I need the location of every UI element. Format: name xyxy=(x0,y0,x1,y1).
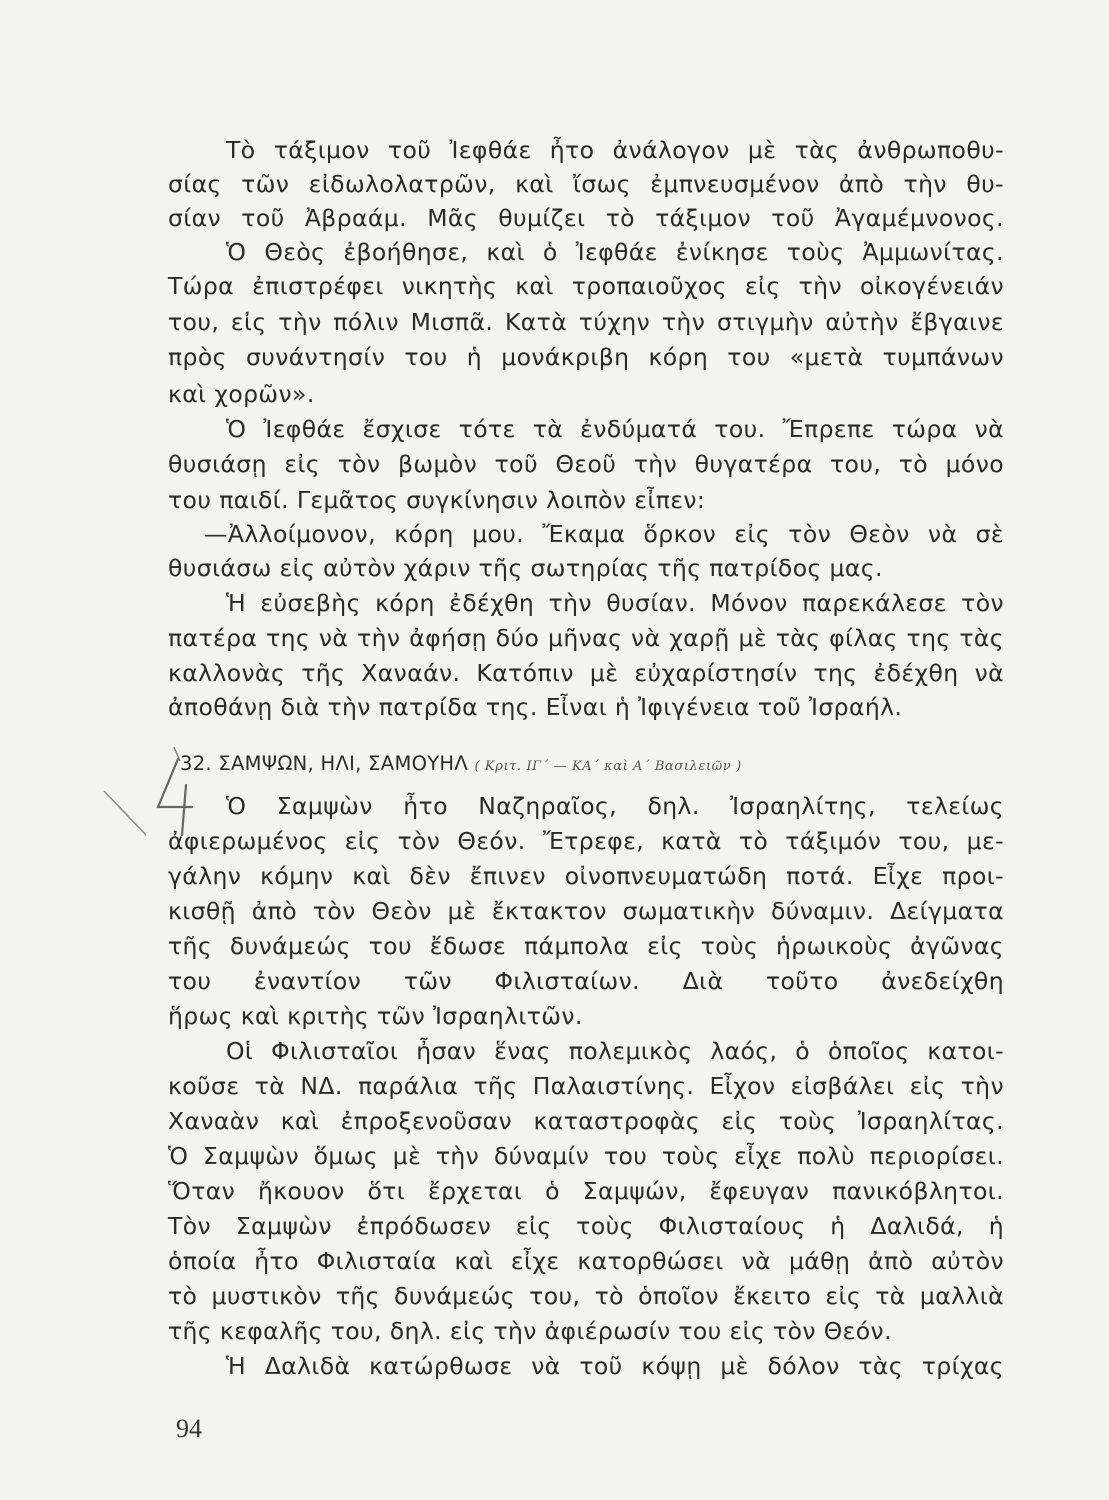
text-line: Ὁ Ἰεφθάε ἔσχισε τότε τὰ ἐνδύματά του. Ἔπρεπε τώρα νὰ xyxy=(226,415,1004,443)
text-line: —Ἀλλοίμονον, κόρη μου. Ἔκαμα ὅρκον εἰς τὸν Θεὸν νὰ σὲ xyxy=(204,520,1004,548)
text-line: θυσιάσῃ εἰς τὸν βωμὸν τοῦ Θεοῦ τὴν θυγατέρα του, τὸ μόνο xyxy=(168,450,1004,478)
text-line: τὸ μυστικὸν τῆς δυνάμεώς του, τὸ ὁποῖον ἔκειτο εἰς τὰ μαλλιὰ xyxy=(168,1282,1004,1310)
section-heading xyxy=(180,752,742,775)
text-line: καλλονὰς τῆς Χαναάν. Κατόπιν μὲ εὐχαρίστησίν της ἐδέχθη νὰ xyxy=(168,659,1004,687)
text-line: του ἐναντίον τῶν Φιλισταίων. Διὰ τοῦτο ἀνεδείχθη xyxy=(168,967,1004,995)
text-line: ὁποία ἦτο Φιλισταία καὶ εἶχε κατορθώσει νὰ μάθῃ ἀπὸ αὐτὸν xyxy=(168,1247,1004,1275)
text-line: του παιδί. Γεμᾶτος συγκίνησιν λοιπὸν εἶπεν: xyxy=(168,486,706,514)
text-line: καὶ χορῶν». xyxy=(168,380,315,408)
text-line: Ὁ Σαμψὼν ἦτο Ναζηραῖος, δηλ. Ἰσραηλίτης, τελείως xyxy=(226,792,1004,820)
page-number: 94 xyxy=(176,1414,202,1443)
text-line: τῆς δυνάμεώς του ἔδωσε πάμπολα εἰς τοὺς ἡρωικοὺς ἀγῶνας xyxy=(168,932,1004,960)
text-line: Τώρα ἐπιστρέφει νικητὴς καὶ τροπαιοῦχος εἰς τὴν οἰκογένειάν xyxy=(168,272,1004,300)
text-line: θυσιάσω εἰς αὐτὸν χάριν τῆς σωτηρίας τῆς πατρίδος μας. xyxy=(168,554,883,582)
text-line: τῆς κεφαλῆς του, δηλ. εἰς τὴν ἀφιέρωσίν του εἰς τὸν Θεόν. xyxy=(168,1317,892,1345)
text-line: σίας τῶν εἰδωλολατρῶν, καὶ ἴσως ἐμπνευσμένον ἀπὸ τὴν θυ- xyxy=(168,170,1004,198)
text-line: πατέρα της νὰ τὴν ἀφήσῃ δύο μῆνας νὰ χαρῇ μὲ τὰς φίλας της τὰς xyxy=(168,624,1004,652)
text-line: κοῦσε τὰ ΝΔ. παράλια τῆς Παλαιστίνης. Εἶχον εἰσβάλει εἰς τὴν xyxy=(168,1072,1004,1100)
text-line: Ἡ εὐσεβὴς κόρη ἐδέχθη τὴν θυσίαν. Μόνον παρεκάλεσε τὸν xyxy=(226,589,1004,617)
text-line: σίαν τοῦ Ἀβραάμ. Μᾶς θυμίζει τὸ τάξιμον τοῦ Ἀγαμέμνονος. xyxy=(168,204,1004,232)
text-line: ἥρως καὶ κριτὴς τῶν Ἰσραηλιτῶν. xyxy=(168,1002,583,1030)
text-line: ἀποθάνῃ διὰ τὴν πατρίδα της. Εἶναι ἡ Ἰφιγένεια τοῦ Ἰσραήλ. xyxy=(168,693,903,721)
text-line: Οἱ Φιλισταῖοι ἦσαν ἕνας πολεμικὸς λαός, ὁ ὁποῖος κατοι- xyxy=(226,1037,1004,1065)
text-line: Ὁ Σαμψὼν ὅμως μὲ τὴν δύναμίν του τοὺς εἶχε πολὺ περιορίσει. xyxy=(168,1142,1004,1170)
text-line: Ἡ Δαλιδὰ κατώρθωσε νὰ τοῦ κόψῃ μὲ δόλον τὰς τρίχας xyxy=(226,1352,1004,1380)
text-line: γάλην κόμην καὶ δὲν ἔπινεν οἰνοπνευματώδη ποτά. Εἶχε προι- xyxy=(168,862,1004,890)
text-line: κισθῇ ἀπὸ τὸν Θεὸν μὲ ἔκτακτον σωματικὴν δύναμιν. Δείγματα xyxy=(168,897,1004,925)
text-line: ἀφιερωμένος εἰς τὸν Θεόν. Ἔτρεφε, κατὰ τὸ τάξιμόν του, με- xyxy=(168,827,1004,855)
text-line: του, εἰς τὴν πόλιν Μισπᾶ. Κατὰ τύχην τὴν στιγμὴν αὐτὴν ἔβγαινε xyxy=(168,308,1004,336)
text-line: Τὸν Σαμψὼν ἐπρόδωσεν εἰς τοὺς Φιλισταίους ἡ Δαλιδά, ἡ xyxy=(168,1212,1004,1240)
text-line: Ὁ Θεὸς ἐβοήθησε, καὶ ὁ Ἰεφθάε ἐνίκησε τοὺς Ἀμμωνίτας. xyxy=(226,238,1004,266)
text-line: Τὸ τάξιμον τοῦ Ἰεφθάε ἦτο ἀνάλογον μὲ τὰς ἀνθρωποθυ- xyxy=(226,136,1004,164)
section-title: 32. ΣΑΜΨΩΝ, ΗΛΙ, ΣΑΜΟΥΗΛ xyxy=(180,752,469,775)
text-line: Ὅταν ἤκουον ὅτι ἔρχεται ὁ Σαμψών, ἔφευγαν πανικόβλητοι. xyxy=(168,1177,1004,1205)
text-line: Χαναὰν καὶ ἐπροξενοῦσαν καταστροφὰς εἰς τοὺς Ἰσραηλίτας. xyxy=(168,1107,1004,1135)
section-reference: ( Κριτ. ΙΓ΄ — ΚΑ΄ καὶ Α΄ Βασιλειῶν ) xyxy=(474,759,742,774)
text-line: πρὸς συνάντησίν του ἡ μονάκριβη κόρη του «μετὰ τυμπάνων xyxy=(168,343,1004,371)
